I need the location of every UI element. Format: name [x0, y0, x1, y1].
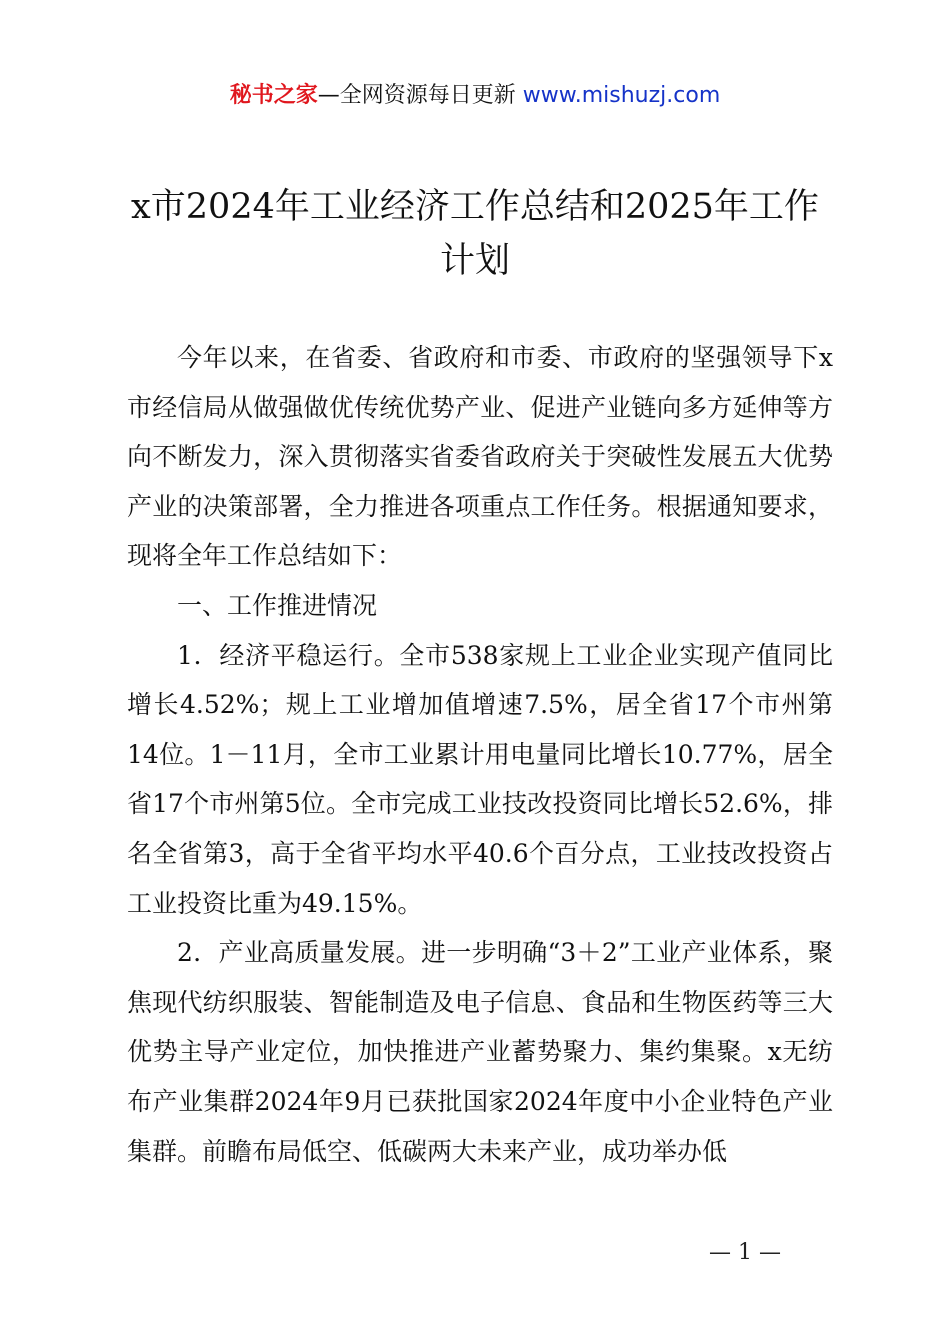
document-title: x市2024年工业经济工作总结和2025年工作计划 [131, 187, 819, 281]
site-url-link[interactable]: www.mishuzj.com [522, 83, 721, 108]
paragraph-intro: 今年以来，在省委、省政府和市委、市政府的坚强领导下x市经信局从做强做优传统优势产业、促进产业链向多方延伸等方向不断发力，深入贯彻落实省委省政府关于突破性发展五大优势产业的决策部署，全力推进各项重点工作任务。根据通知要求，现将全年工作总结如下： [127, 343, 833, 571]
paragraph-economy: 1．经济平稳运行。全市538家规上工业企业实现产值同比增长4.52%；规上工业增加值增速7.5%，居全省17个市州第14位。1－11月，全市工业累计用电量同比增长10.77%，居全省17个市州第5位。全市完成工业技改投资同比增长52.6%，排名全省第3，高于全省平均水平40.6个百分点，工业技改投资占工业投资比重为49.15%。 [127, 640, 833, 918]
site-slogan: —全网资源每日更新 [317, 83, 523, 108]
paragraph-industry: 2．产业高质量发展。进一步明确“3＋2”工业产业体系，聚焦现代纺织服装、智能制造及电子信息、食品和生物医药等三大优势主导产业定位，加快推进产业蓄势聚力、集约集聚。x无纺布产业集群2024年9月已获批国家2024年度中小企业特色产业集群。前瞻布局低空、低碳两大未来产业，成功举办低 [127, 938, 833, 1166]
section-heading: 一、工作推进情况 [177, 590, 378, 620]
site-header [0, 80, 950, 112]
page-number: — 1 — [709, 1240, 781, 1265]
site-brand: 秘书之家 [229, 83, 318, 108]
document-body [127, 333, 833, 1176]
